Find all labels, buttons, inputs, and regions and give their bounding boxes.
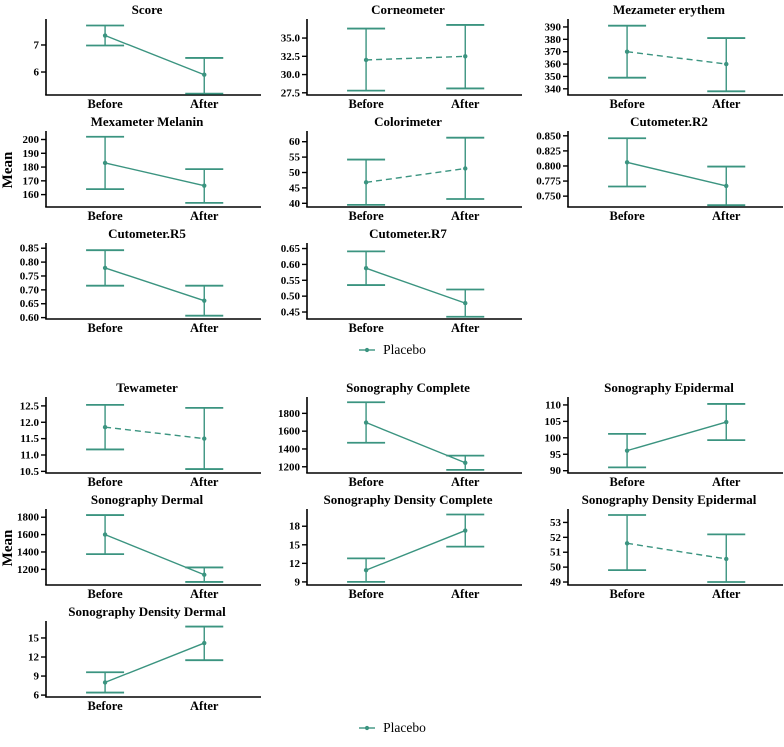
series-line bbox=[105, 427, 204, 438]
data-point bbox=[364, 180, 368, 184]
y-tick-label: 1400 bbox=[17, 546, 39, 559]
panel-plot bbox=[0, 619, 261, 715]
data-point bbox=[364, 58, 368, 62]
x-category-label: After bbox=[451, 97, 480, 111]
y-tick-label: 1600 bbox=[278, 425, 300, 438]
y-tick-label: 49 bbox=[550, 576, 561, 589]
panel-colorimeter bbox=[261, 114, 522, 226]
y-tick-label: 360 bbox=[544, 58, 561, 71]
y-tick-label: 200 bbox=[22, 134, 39, 147]
y-tick-label: 12.0 bbox=[19, 416, 39, 429]
y-tick-label: 170 bbox=[22, 175, 39, 188]
y-tick-label: 1600 bbox=[17, 529, 39, 542]
y-tick-label: 53 bbox=[550, 516, 561, 529]
data-point bbox=[202, 436, 206, 440]
series-line bbox=[366, 56, 465, 60]
series-line bbox=[627, 543, 726, 559]
y-tick-label: 0.750 bbox=[536, 190, 561, 203]
y-tick-label: 12.5 bbox=[19, 400, 39, 413]
y-tick-label: 0.825 bbox=[536, 145, 561, 158]
data-point bbox=[724, 62, 728, 66]
x-category-label: Before bbox=[348, 587, 384, 601]
panel-title: Mexameter Melanin bbox=[90, 114, 204, 129]
panel-tewameter bbox=[0, 380, 261, 492]
panel-title: Sonography Complete bbox=[346, 380, 470, 395]
y-tick-label: 27.5 bbox=[280, 87, 300, 100]
data-point bbox=[103, 266, 107, 270]
y-tick-label: 11.5 bbox=[20, 433, 39, 446]
panel-sonography-density-dermal bbox=[0, 604, 261, 716]
panel-title: Score bbox=[131, 2, 163, 17]
x-category-label: Before bbox=[609, 209, 645, 223]
panel-sonography-epidermal bbox=[522, 380, 783, 492]
panel-title: Cutometer.R5 bbox=[108, 226, 186, 241]
x-category-label: Before bbox=[87, 587, 123, 601]
panel-cutometer-r5 bbox=[0, 226, 261, 338]
panel-grid-top bbox=[0, 2, 784, 338]
x-category-label: After bbox=[190, 699, 219, 713]
panel-title: Sonography Density Epidermal bbox=[581, 492, 757, 507]
data-point bbox=[463, 461, 467, 465]
y-axis-title: Mean bbox=[0, 529, 16, 567]
y-tick-label: 9 bbox=[294, 576, 300, 589]
y-tick-label: 0.45 bbox=[280, 306, 300, 319]
panel-cutometer-r2 bbox=[522, 114, 783, 226]
data-point bbox=[625, 160, 629, 164]
x-category-label: Before bbox=[87, 321, 123, 335]
x-category-label: Before bbox=[87, 97, 123, 111]
panel-sonography-density-epidermal bbox=[522, 492, 783, 604]
y-tick-label: 0.775 bbox=[536, 175, 561, 188]
panel-cutometer-r7 bbox=[261, 226, 522, 338]
x-category-label: Before bbox=[348, 321, 384, 335]
y-tick-label: 11.0 bbox=[20, 449, 39, 462]
x-category-label: Before bbox=[87, 699, 123, 713]
y-tick-label: 51 bbox=[550, 546, 561, 559]
y-tick-label: 45 bbox=[289, 182, 300, 195]
series-line bbox=[366, 168, 465, 182]
panel-plot bbox=[0, 507, 261, 603]
y-tick-label: 18 bbox=[289, 520, 300, 533]
panel-plot bbox=[0, 129, 261, 225]
y-tick-label: 1200 bbox=[17, 563, 39, 576]
y-tick-label: 1200 bbox=[278, 461, 300, 474]
x-category-label: After bbox=[451, 475, 480, 489]
y-tick-label: 15 bbox=[28, 632, 39, 645]
data-point bbox=[463, 166, 467, 170]
y-tick-label: 50 bbox=[550, 561, 561, 574]
data-point bbox=[202, 73, 206, 77]
y-tick-label: 0.65 bbox=[280, 243, 300, 256]
x-category-label: After bbox=[190, 321, 219, 335]
data-point bbox=[202, 298, 206, 302]
panel-title: Cutometer.R7 bbox=[369, 226, 447, 241]
y-tick-label: 1400 bbox=[278, 443, 300, 456]
y-tick-label: 15 bbox=[289, 539, 300, 552]
y-tick-label: 35.0 bbox=[280, 32, 300, 45]
panel-plot bbox=[0, 241, 261, 337]
data-point bbox=[103, 532, 107, 536]
panel-sonography-density-complete bbox=[261, 492, 522, 604]
data-point bbox=[724, 557, 728, 561]
data-point bbox=[364, 420, 368, 424]
y-tick-label: 0.85 bbox=[19, 242, 39, 255]
data-point bbox=[463, 301, 467, 305]
data-point bbox=[103, 33, 107, 37]
x-category-label: After bbox=[190, 475, 219, 489]
panel-title: Colorimeter bbox=[374, 114, 442, 129]
x-category-label: After bbox=[712, 587, 741, 601]
panel-plot bbox=[522, 395, 783, 491]
figure-section-top bbox=[0, 2, 784, 362]
y-tick-label: 60 bbox=[289, 136, 300, 149]
data-point bbox=[625, 541, 629, 545]
legend-label: Placebo bbox=[383, 342, 426, 357]
data-point bbox=[202, 573, 206, 577]
y-tick-label: 0.60 bbox=[280, 258, 300, 271]
y-tick-label: 0.800 bbox=[536, 160, 561, 173]
y-tick-label: 370 bbox=[544, 46, 561, 59]
y-tick-label: 55 bbox=[289, 151, 300, 164]
data-point bbox=[625, 448, 629, 452]
y-tick-label: 100 bbox=[544, 432, 561, 445]
data-point bbox=[103, 161, 107, 165]
panel-title: Sonography Density Dermal bbox=[68, 604, 226, 619]
y-tick-label: 0.60 bbox=[19, 312, 39, 325]
y-tick-label: 0.55 bbox=[280, 274, 300, 287]
x-category-label: Before bbox=[609, 475, 645, 489]
x-category-label: After bbox=[190, 97, 219, 111]
data-point bbox=[463, 528, 467, 532]
panel-title: Mezameter erythem bbox=[613, 2, 725, 17]
panel-plot bbox=[261, 395, 522, 491]
data-point bbox=[463, 54, 467, 58]
x-category-label: After bbox=[712, 475, 741, 489]
x-category-label: Before bbox=[609, 97, 645, 111]
y-tick-label: 340 bbox=[544, 83, 561, 96]
x-category-label: Before bbox=[348, 475, 384, 489]
panel-plot bbox=[0, 17, 261, 113]
x-category-label: After bbox=[712, 97, 741, 111]
legend bbox=[0, 716, 784, 740]
y-axis-title: Mean bbox=[0, 151, 16, 189]
panel-mexameter-melanin bbox=[0, 114, 261, 226]
panel-mezameter-erythem bbox=[522, 2, 783, 114]
x-category-label: After bbox=[190, 587, 219, 601]
panel-plot bbox=[261, 17, 522, 113]
data-point bbox=[364, 266, 368, 270]
data-point bbox=[103, 425, 107, 429]
series-line bbox=[105, 268, 204, 301]
figure-section-bottom bbox=[0, 380, 784, 740]
y-tick-label: 7 bbox=[33, 39, 39, 52]
panel-plot bbox=[522, 507, 783, 603]
data-point bbox=[202, 183, 206, 187]
series-line bbox=[105, 643, 204, 682]
y-tick-label: 390 bbox=[544, 21, 561, 34]
panel-plot bbox=[261, 129, 522, 225]
y-tick-label: 160 bbox=[22, 189, 39, 202]
x-category-label: After bbox=[712, 209, 741, 223]
y-tick-label: 40 bbox=[289, 197, 300, 210]
data-point bbox=[103, 680, 107, 684]
panel-corneometer bbox=[261, 2, 522, 114]
x-category-label: Before bbox=[348, 97, 384, 111]
panel-grid-bottom bbox=[0, 380, 784, 716]
y-tick-label: 0.80 bbox=[19, 256, 39, 269]
y-tick-label: 1800 bbox=[278, 407, 300, 420]
y-tick-label: 0.850 bbox=[536, 130, 561, 143]
y-tick-label: 0.50 bbox=[280, 290, 300, 303]
series-line bbox=[366, 531, 465, 571]
panel-plot bbox=[0, 395, 261, 491]
series-line bbox=[627, 422, 726, 451]
pointrange-legend-icon bbox=[358, 344, 376, 356]
panel-title: Corneometer bbox=[371, 2, 445, 17]
data-point bbox=[625, 49, 629, 53]
y-tick-label: 1800 bbox=[17, 511, 39, 524]
y-tick-label: 6 bbox=[33, 689, 39, 702]
x-category-label: Before bbox=[87, 209, 123, 223]
panel-title: Sonography Dermal bbox=[90, 492, 204, 507]
series-line bbox=[105, 163, 204, 186]
y-tick-label: 50 bbox=[289, 167, 300, 180]
panel-plot bbox=[261, 241, 522, 337]
y-tick-label: 0.65 bbox=[19, 298, 39, 311]
x-category-label: Before bbox=[87, 475, 123, 489]
data-point bbox=[202, 641, 206, 645]
y-tick-label: 190 bbox=[22, 147, 39, 160]
x-category-label: After bbox=[451, 587, 480, 601]
panel-plot bbox=[522, 129, 783, 225]
x-category-label: Before bbox=[348, 209, 384, 223]
panel-score bbox=[0, 2, 261, 114]
legend bbox=[0, 338, 784, 362]
legend-label: Placebo bbox=[383, 720, 426, 735]
y-tick-label: 0.75 bbox=[19, 270, 39, 283]
series-line bbox=[105, 36, 204, 75]
data-point bbox=[724, 420, 728, 424]
y-tick-label: 110 bbox=[545, 399, 561, 412]
y-tick-label: 6 bbox=[33, 66, 39, 79]
panel-plot bbox=[522, 17, 783, 113]
data-point bbox=[364, 568, 368, 572]
panel-title: Sonography Density Complete bbox=[323, 492, 493, 507]
pointrange-legend-icon bbox=[358, 722, 376, 734]
y-tick-label: 90 bbox=[550, 465, 561, 478]
series-line bbox=[627, 52, 726, 64]
y-tick-label: 32.5 bbox=[280, 50, 300, 63]
panel-sonography-dermal bbox=[0, 492, 261, 604]
y-tick-label: 30.0 bbox=[280, 69, 300, 82]
panel-plot bbox=[261, 507, 522, 603]
data-point bbox=[724, 184, 728, 188]
y-tick-label: 105 bbox=[544, 415, 561, 428]
panel-title: Cutometer.R2 bbox=[630, 114, 708, 129]
x-category-label: After bbox=[451, 321, 480, 335]
panel-sonography-complete bbox=[261, 380, 522, 492]
y-tick-label: 350 bbox=[544, 70, 561, 83]
x-category-label: After bbox=[190, 209, 219, 223]
panel-title: Sonography Epidermal bbox=[604, 380, 734, 395]
y-tick-label: 0.70 bbox=[19, 284, 39, 297]
y-tick-label: 52 bbox=[550, 531, 561, 544]
y-tick-label: 180 bbox=[22, 161, 39, 174]
y-tick-label: 9 bbox=[33, 670, 39, 683]
x-category-label: After bbox=[451, 209, 480, 223]
panel-title: Tewameter bbox=[116, 380, 178, 395]
y-tick-label: 10.5 bbox=[19, 465, 39, 478]
y-tick-label: 380 bbox=[544, 33, 561, 46]
x-category-label: Before bbox=[609, 587, 645, 601]
y-tick-label: 12 bbox=[289, 557, 300, 570]
y-tick-label: 95 bbox=[550, 448, 561, 461]
y-tick-label: 12 bbox=[28, 651, 39, 664]
